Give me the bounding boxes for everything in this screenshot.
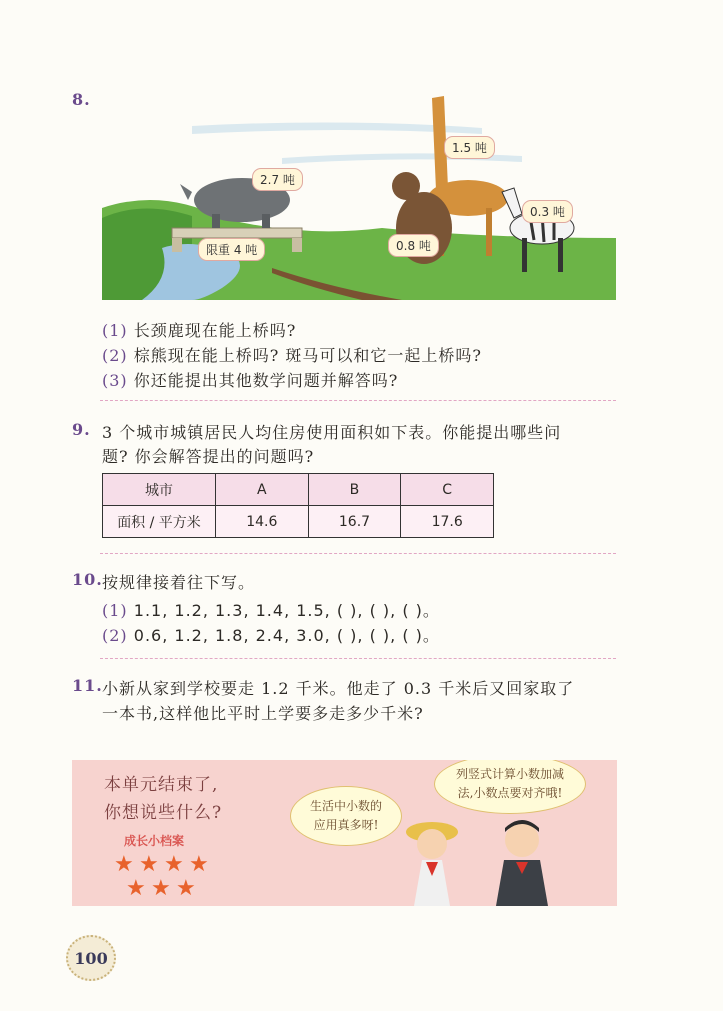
question-11-number: 11. <box>72 676 103 695</box>
speech-bubble-girl <box>290 786 402 846</box>
unit-summary-box <box>72 760 617 906</box>
animals-bridge-illustration <box>102 88 616 300</box>
q8-item-2 <box>102 343 482 366</box>
table-cell: 16.7 <box>308 506 401 538</box>
table-header-cell: 城市 <box>103 474 216 506</box>
q8-item-2-num: (2) <box>102 346 128 365</box>
star-icon: ★ <box>139 852 159 877</box>
q8-item-2-text: 棕熊现在能上桥吗? 斑马可以和它一起上桥吗? <box>133 346 483 365</box>
q10-item-1-num: (1) <box>102 601 128 620</box>
star-icon: ★ <box>176 876 196 901</box>
table-header-row <box>103 474 494 506</box>
q8-item-3-num: (3) <box>102 371 128 390</box>
q10-item-1-text: 1.1, 1.2, 1.3, 1.4, 1.5, ( ), ( ), ( )。 <box>133 601 440 620</box>
q11-text-line-2: 一本书,这样他比平时上学要多走多少千米? <box>102 704 424 723</box>
question-8-number: 8. <box>72 90 91 109</box>
table-cell: 17.6 <box>401 506 494 538</box>
q8-item-1-text: 长颈鹿现在能上桥吗? <box>133 321 297 340</box>
summary-line-1: 本单元结束了, <box>104 775 219 795</box>
q10-item-2-num: (2) <box>102 626 128 645</box>
bridge-limit-label: 限重 4 吨 <box>198 238 265 261</box>
rhino-weight-label: 2.7 吨 <box>252 168 303 191</box>
bubble-boy-line-2: 法,小数点要对齐哦! <box>457 786 563 800</box>
scene-drawing <box>102 88 616 300</box>
question-10-number: 10. <box>72 570 103 589</box>
speech-bubble-boy <box>434 760 586 814</box>
children-illustration <box>392 810 612 906</box>
table-header-cell: B <box>308 474 401 506</box>
star-icon: ★ <box>189 852 209 877</box>
q9-text-line-2: 题? 你会解答提出的问题吗? <box>102 447 315 466</box>
divider <box>100 553 616 554</box>
star-icon: ★ <box>151 876 171 901</box>
table-header-cell: A <box>216 474 309 506</box>
table-row <box>103 506 494 538</box>
bubble-girl-line-2: 应用真多呀! <box>313 818 379 832</box>
q10-prompt: 按规律接着往下写。 <box>102 573 256 592</box>
q8-item-1 <box>102 318 296 341</box>
summary-line-2: 你想说些什么? <box>104 803 223 823</box>
table-cell: 14.6 <box>216 506 309 538</box>
divider <box>100 658 616 659</box>
zebra-weight-label: 0.3 吨 <box>522 200 573 223</box>
q10-item-2-text: 0.6, 1.2, 1.8, 2.4, 3.0, ( ), ( ), ( )。 <box>133 626 440 645</box>
divider <box>100 400 616 401</box>
giraffe-weight-label: 1.5 吨 <box>444 136 495 159</box>
q11-text-line-1: 小新从家到学校要走 1.2 千米。他走了 0.3 千米后又回家取了 <box>102 679 575 698</box>
housing-area-table <box>102 473 494 538</box>
star-icon: ★ <box>114 852 134 877</box>
q8-item-1-num: (1) <box>102 321 128 340</box>
growth-record-label: 成长小档案 <box>124 834 185 848</box>
question-9-number: 9. <box>72 420 91 439</box>
bear-weight-label: 0.8 吨 <box>388 234 439 257</box>
q9-text-line-1: 3 个城市城镇居民人均住房使用面积如下表。你能提出哪些问 <box>102 423 562 442</box>
star-icon: ★ <box>126 876 146 901</box>
table-header-cell: C <box>401 474 494 506</box>
q8-item-3-text: 你还能提出其他数学问题并解答吗? <box>133 371 399 390</box>
bubble-boy-line-1: 列竖式计算小数加减 <box>455 766 564 781</box>
q8-item-3 <box>102 368 398 391</box>
star-icon: ★ <box>164 852 184 877</box>
bubble-girl-line-1: 生活中小数的 <box>309 798 382 813</box>
table-cell: 面积 / 平方米 <box>103 506 216 538</box>
q10-item-2 <box>102 623 440 646</box>
page-number: 100 <box>66 935 116 981</box>
q10-item-1 <box>102 598 440 621</box>
